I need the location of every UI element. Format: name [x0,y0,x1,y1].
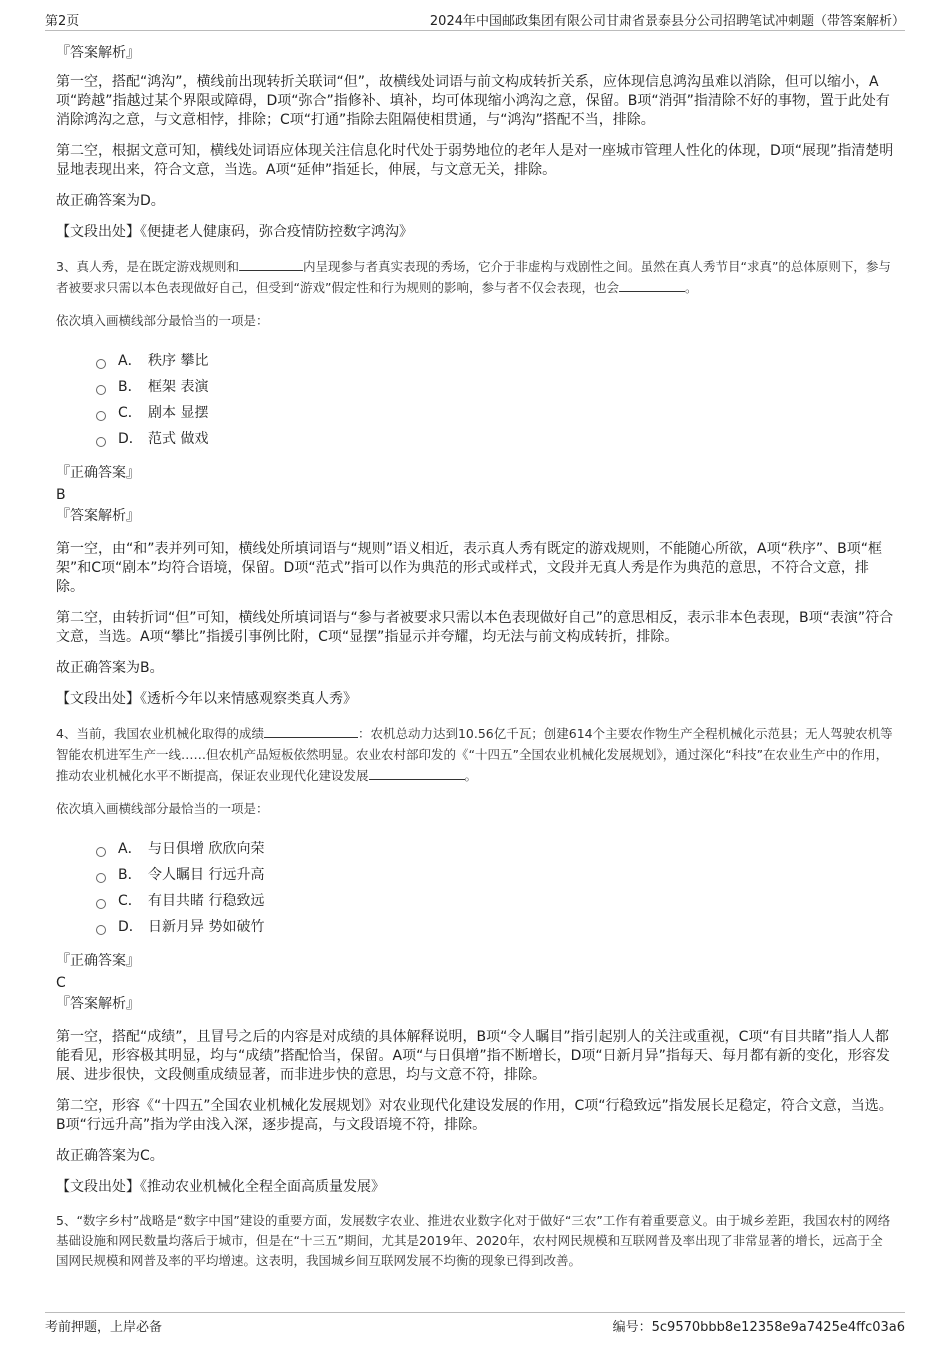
q3-option-b[interactable]: B． 框架 表演 [96,374,894,400]
page-number: 第2页 [45,14,80,29]
q2-analysis-p2: 第二空，根据文意可知，横线处词语应体现关注信息化时代处于弱势地位的老年人是对一座城市管理人性化的体现，D项“展现”指清楚明显地表现出来，符合文意，当选。A项“延伸”指延长，伸展，与文意无关，排除。 [56,143,894,178]
q3-option-c[interactable]: C． 剧本 显摆 [96,400,894,426]
q3-stem: 3、真人秀，是在既定游戏规则和 内呈现参与者真实表现的秀场，它介于非虚构与戏剧性之间。虽然在真人秀节目“求真”的总体原则下，参与者被要求只需以本色表现做好自己，但受到“游戏”假定性和行为规则的影响，参与者不仅会表现，也会 。 [56,259,891,295]
document-id: 编号：5c9570bbb8e12358e9a7425e4ffc03a6 [612,1320,905,1335]
q3-analysis-p1: 第一空，由“和”表并列可知，横线处所填词语与“规则”语义相近，表示真人秀有既定的游戏规则，不能随心所欲，A项“秩序”、B项“框架”和C项“剧本”均符合语境，保留。D项“范式”指可以作为典范的形式或样式，文段并无真人秀是作为典范的意思，不符合文意，排除。 [56,541,882,595]
q4-option-d[interactable]: D． 日新月异 势如破竹 [96,914,894,940]
footer-slogan: 考前押题，上岸必备 [45,1320,163,1335]
radio-icon[interactable] [96,847,106,857]
q4-blank-2 [369,766,465,780]
q2-source: 【文段出处】《便捷老人健康码，弥合疫情防控数字鸿沟》 [56,224,413,240]
q5-stem: 5、“数字乡村”战略是“数字中国”建设的重要方面，发展数字农业、推进农业数字化对于做好“三农”工作有着重要意义。由于城乡差距，我国农村的网络基础设施和网民数量均落后于城市，但是在“十三五”期间，尤其是2019年、2020年，农村网民规模和互联网普及率出现了非常显著的增长，远高于全国网民规模和网普及率的平均增速。这表明，我国城乡间互联网发展不均衡的现象已得到改善。 [56,1213,891,1268]
q3-option-d[interactable]: D． 范式 做戏 [96,426,894,452]
q4-stem: 4、当前，我国农业机械化取得的成绩 ：农机总动力达到10.56亿千瓦；创建614个主要农作物生产全程机械化示范县；无人驾驶农机等智能农机进军生产一线……但农机产品短板依然明显。农业农村部印发的《“十四五”全国农业机械化发展规划》，通过深化“科技”在农业生产中的作用，推动农业机械化水平不断提高，保证农业现代化建设发展 。 [56,726,893,783]
radio-icon[interactable] [96,359,106,369]
page-header [45,8,905,31]
q3-analysis-label: 『答案解析』 [56,508,140,524]
document-body [56,44,894,1285]
q3-blank-2 [619,278,685,292]
q4-blank-1 [264,724,358,738]
q4-option-a[interactable]: A． 与日俱增 欣欣向荣 [96,836,894,862]
q3-answer: B [56,487,66,503]
q4-conclusion: 故正确答案为C。 [56,1148,164,1164]
radio-icon[interactable] [96,437,106,447]
q3-conclusion: 故正确答案为B。 [56,660,164,676]
q3-blank-1 [239,257,303,271]
radio-icon[interactable] [96,925,106,935]
q4-answer-label: 『正确答案』 [56,953,140,969]
q4-analysis-label: 『答案解析』 [56,996,140,1012]
radio-icon[interactable] [96,873,106,883]
q4-option-b[interactable]: B． 令人瞩目 行远升高 [96,862,894,888]
radio-icon[interactable] [96,385,106,395]
q3-answer-label: 『正确答案』 [56,465,140,481]
q2-analysis-label: 『答案解析』 [56,45,140,61]
q3-instruction: 依次填入画横线部分最恰当的一项是： [56,313,269,328]
q3-source: 【文段出处】《透析今年以来情感观察类真人秀》 [56,691,357,707]
q4-source: 【文段出处】《推动农业机械化全程全面高质量发展》 [56,1179,385,1195]
q3-option-a[interactable]: A． 秩序 攀比 [96,348,894,374]
radio-icon[interactable] [96,411,106,421]
q4-options [96,836,894,940]
q4-instruction: 依次填入画横线部分最恰当的一项是： [56,801,269,816]
q4-analysis-p2: 第二空，形容《“十四五”全国农业机械化发展规划》对农业现代化建设发展的作用，C项“行稳致远”指发展长足稳定，符合文意，当选。B项“行远升高”指为学由浅入深，逐步提高，与文段语境不符，排除。 [56,1098,893,1133]
q4-option-c[interactable]: C． 有目共睹 行稳致远 [96,888,894,914]
radio-icon[interactable] [96,899,106,909]
q4-answer: C [56,975,66,991]
q2-analysis-p1: 第一空，搭配“鸿沟”，横线前出现转折关联词“但”，故横线处词语与前文构成转折关系，应体现信息鸿沟虽难以消除，但可以缩小，A项“跨越”指越过某个界限或障碍，D项“弥合”指修补、填补，均可体现缩小鸿沟之意，保留。B项“消弭”指清除不好的事物，置于此处有消除鸿沟之意，与文意相悖，排除；C项“打通”指除去阻隔使相贯通，与“鸿沟”搭配不当，排除。 [56,74,890,128]
q2-conclusion: 故正确答案为D。 [56,193,165,209]
q3-options [96,348,894,452]
q3-analysis-p2: 第二空，由转折词“但”可知，横线处所填词语与“参与者被要求只需以本色表现做好自己”的意思相反，表示非本色表现，B项“表演”符合文意，当选。A项“攀比”指援引事例比附，C项“显摆”指显示并夸耀，均无法与前文构成转折，排除。 [56,610,894,645]
page-footer [45,1312,905,1335]
document-title: 2024年中国邮政集团有限公司甘肃省景泰县分公司招聘笔试冲刺题（带答案解析） [429,14,905,29]
q4-analysis-p1: 第一空，搭配“成绩”，且冒号之后的内容是对成绩的具体解释说明，B项“令人瞩目”指引起别人的关注或重视，C项“有目共睹”指人人都能看见，形容极其明显，均与“成绩”搭配恰当，保留。A项“与日俱增”指不断增长，D项“日新月异”指每天、每月都有新的变化，形容发展、进步很快，文段侧重成绩显著，而非进步快的意思，均与文意不符，排除。 [56,1029,890,1083]
